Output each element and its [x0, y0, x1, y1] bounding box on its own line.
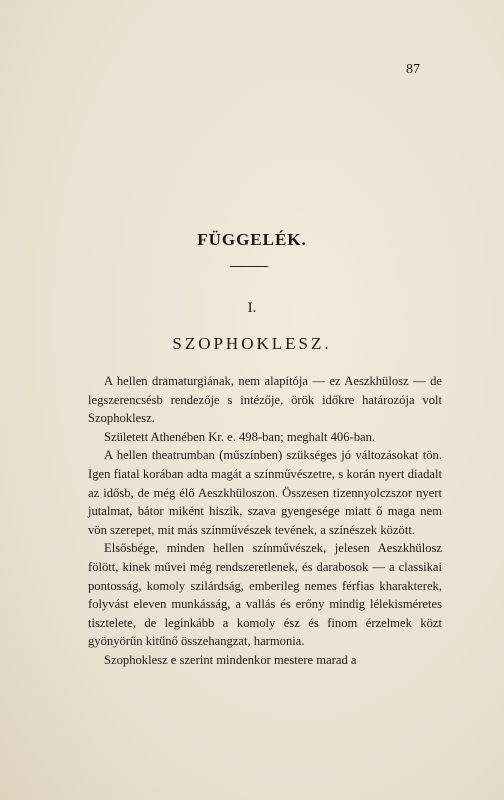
- paragraph: Szophoklesz e szerint mindenkor mestere marad a: [104, 652, 357, 667]
- page-title: FÜGGELÉK.: [197, 230, 307, 249]
- body-text: [88, 372, 442, 670]
- paragraph: Született Athenében Kr. e. 498-ban; meghalt 406-ban.: [104, 429, 376, 444]
- section-title: SZOPHOKLESZ.: [172, 334, 332, 353]
- paragraph: A hellen dramaturgiának, nem alapítója — ez Aeszkhülosz — de legszerencsésb rendezője s intézője, örök időkre határozója volt Szophoklesz.: [88, 374, 442, 426]
- bleed-through-text: [60, 70, 460, 330]
- paragraph: Elsősbége, minden hellen színművészek, jelesen Aeszkhülosz fölött, kinek művei még rendszeretlenek, és darabosok — a classikai pontosság, komoly szilárdság, emberileg nemes férfias kharakterek, folyvást eleven munkásság, a vallás és erőny mindig lélekisméretes tisztelete, de leginkább a komoly ész és finom érzelmek közt gyönyörűn kitűnő összehangzat, harmonia.: [88, 541, 442, 649]
- title-divider: [230, 266, 268, 267]
- paragraph: A hellen theatrumban (műszínben) szükséges jó változásokat tön. Igen fiatal korában adta magát a színművészetre, s korán nyert diadalt az idősb, de még élő Aeszkhüloszon. Összesen tizennyolczszor nyert jutalmat, bátor miként hiszik, szava gyengesége miatt ő maga nem vön szerepet, mit más színművészek tevének, a színészek között.: [88, 448, 442, 537]
- page-number: 87: [406, 62, 420, 77]
- section-number: I.: [247, 300, 257, 316]
